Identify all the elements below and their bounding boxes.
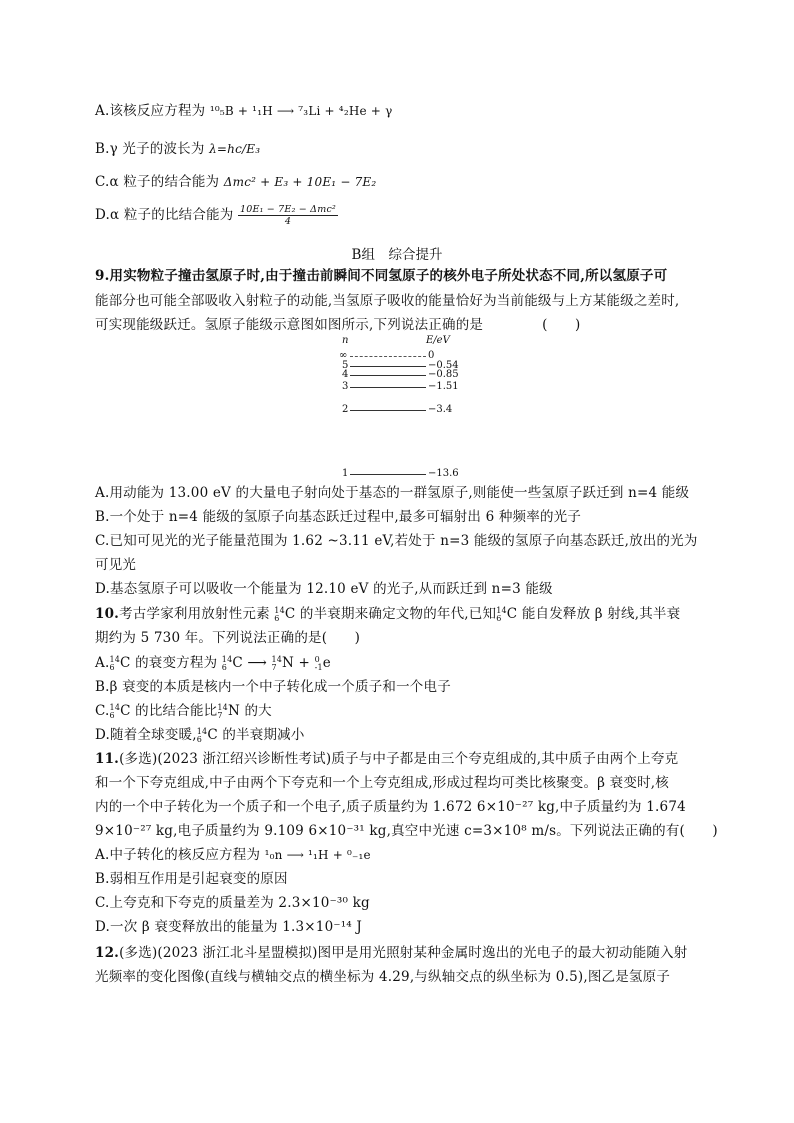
- q11-stem-line-2: 和一个下夸克组成,中子由两个下夸克和一个上夸克组成,形成过程均可类比核聚变。β 衰变时,核: [95, 775, 669, 791]
- q10-text: 考古学家利用放射性元素: [119, 606, 270, 622]
- level-energy-label: 0: [428, 350, 435, 361]
- energy-level-line: [350, 356, 426, 357]
- carbon-14-nuclide: [274, 607, 285, 623]
- q10-text: C 能自发释放 β 射线,其半衰: [506, 606, 681, 622]
- q9-stem-line-3: [95, 314, 705, 336]
- charge-number: 6: [109, 662, 115, 672]
- q9-option-d: D.基态氢原子可以吸收一个能量为 12.10 eV 的光子,从而跃迁到 n=3 能级: [95, 581, 553, 597]
- charge-number: 6: [196, 734, 203, 744]
- q11-option-d: D.一次 β 衰变释放出的能量为 1.3×10⁻¹⁴ J: [95, 919, 363, 935]
- question-number: 12.: [95, 945, 120, 961]
- charge-number: -1: [314, 662, 323, 672]
- q12-text: (多选)(2023 浙江北斗星盟模拟)图甲是用光照射某种金属时逸出的光电子的最大初动能随入射: [119, 945, 688, 961]
- mass-number: 14: [109, 702, 121, 712]
- q10-text: C 的半衰期减小: [207, 727, 305, 743]
- q9-option-c-line-2: 可见光: [95, 557, 137, 573]
- option-label: A.: [95, 655, 110, 671]
- option-label: C.: [95, 703, 110, 719]
- energy-level-diagram: [330, 334, 470, 484]
- mass-number: 14: [221, 654, 233, 664]
- q11-option-b: B.弱相互作用是引起衰变的原因: [95, 871, 288, 887]
- fraction-numerator: 10E₁ − 7E₂ − Δmc²: [239, 204, 336, 215]
- option-label: D.α 粒子的比结合能为: [95, 207, 234, 223]
- option-label: A.中子转化的核反应方程为: [95, 847, 261, 863]
- energy-level-line: [350, 387, 426, 388]
- charge-number: 6: [274, 613, 280, 623]
- carbon-14-nuclide: [222, 656, 233, 672]
- nitrogen-14-nuclide: [271, 656, 282, 672]
- level-energy-label: −13.6: [428, 468, 459, 479]
- q9-stem-line-1: [95, 265, 705, 287]
- q8-option-c: [95, 171, 705, 193]
- nitrogen-14-nuclide: [217, 704, 228, 720]
- level-energy-label: −1.51: [428, 381, 459, 392]
- charge-number: 6: [496, 613, 502, 623]
- question-number: 11.: [95, 751, 120, 767]
- section-title: B组 综合提升: [351, 247, 443, 263]
- answer-paren: ( ): [542, 317, 581, 333]
- q11-option-c: C.上夸克和下夸克的质量差为 2.3×10⁻³⁰ kg: [95, 895, 370, 911]
- q10-text: C 的半衰期来确定文物的年代,已知: [284, 606, 497, 622]
- option-label: A.该核反应方程为: [95, 103, 206, 119]
- charge-number: 6: [109, 710, 115, 720]
- level-n-label: 2: [342, 404, 349, 415]
- energy-level-line: [350, 410, 426, 411]
- q10-text: N 的大: [227, 703, 272, 719]
- neutron-decay-equation: ¹₀n ⟶ ¹₁H + ⁰₋₁e: [264, 848, 371, 862]
- q8-option-d: [95, 204, 705, 227]
- q10-option-d: [95, 724, 705, 746]
- carbon-14-nuclide: [109, 656, 120, 672]
- level-energy-label: −0.54: [428, 360, 459, 371]
- q9-text: 可实现能级跃迁。氢原子能级示意图如图所示,下列说法正确的是: [95, 317, 484, 333]
- level-n-label: 5: [342, 360, 349, 371]
- mass-number: 14: [271, 654, 283, 664]
- q8-option-a: [95, 100, 705, 122]
- mass-number: 0: [314, 654, 320, 664]
- binding-energy-formula: Δmc² + E₃ + 10E₁ − 7E₂: [223, 175, 377, 189]
- q11-stem-line-4: 9×10⁻²⁷ kg,电子质量约为 9.109 6×10⁻³¹ kg,真空中光速 c=3×10⁸ m/s。下列说法正确的有( ): [95, 823, 718, 839]
- option-label: D.随着全球变暖,: [95, 727, 197, 743]
- carbon-14-nuclide: [197, 728, 208, 744]
- option-label: C.α 粒子的结合能为: [95, 174, 220, 190]
- q9-option-b: B.一个处于 n=4 能级的氢原子向基态跃迁过程中,最多可辐射出 6 种频率的光子: [95, 509, 582, 525]
- charge-number: 7: [271, 662, 277, 672]
- q9-option-c-line-1: C.已知可见光的光子能量范围为 1.62 ~3.11 eV,若处于 n=3 能级的氢原子向基态跃迁,放出的光为: [95, 533, 698, 549]
- fraction-denominator: 4: [284, 216, 292, 227]
- energy-level-line: [350, 375, 426, 376]
- mass-number: 14: [496, 605, 507, 615]
- electron-symbol: [315, 656, 323, 672]
- charge-number: 6: [221, 662, 228, 672]
- q8-option-b: [95, 138, 705, 160]
- level-energy-label: −0.85: [428, 369, 459, 380]
- level-n-label: 3: [342, 381, 349, 392]
- wavelength-formula: λ=hc/E₃: [209, 142, 261, 156]
- q10-text: C 的衰变方程为: [120, 655, 218, 671]
- nuclear-equation: ¹⁰₅B + ¹₁H ⟶ ⁷₃Li + ⁴₂He + γ: [209, 104, 393, 118]
- q10-stem-line-2: 期约为 5 730 年。下列说法正确的是( ): [95, 630, 361, 646]
- q11-stem-line-3: 内的一个中子转化为一个质子和一个电子,质子质量约为 1.672 6×10⁻²⁷ kg,中子质量约为 1.674: [95, 799, 686, 815]
- mass-number: 14: [217, 702, 228, 712]
- level-n-label: ∞: [339, 350, 348, 361]
- q10-text: C 的比结合能比: [120, 703, 218, 719]
- mass-number: 14: [274, 605, 285, 615]
- q9-stem-line-2: 能部分也可能全部吸收入射粒子的动能,当氢原子吸收的能量恰好为当前能级与上方某能级之差时,: [95, 293, 680, 309]
- q12-stem-line-1: [95, 942, 705, 964]
- level-n-label: 1: [342, 468, 349, 479]
- q10-stem-line-1: [95, 603, 705, 625]
- energy-level-line: [350, 366, 426, 367]
- charge-number: 7: [217, 710, 223, 720]
- q10-option-a: A. 14 6 C 的衰变方程为 14 6 C ⟶ 14 7 N + 0 -1 e: [95, 654, 331, 672]
- option-label: B.γ 光子的波长为: [95, 141, 205, 157]
- q9-text: 9.用实物粒子撞击氢原子时,由于撞击前瞬间不同氢原子的核外电子所处状态不同,所以氢原子可: [95, 268, 668, 284]
- specific-binding-energy-fraction: [238, 204, 338, 227]
- energy-axis-label: E/eV: [426, 335, 450, 346]
- q11-stem-line-1: [95, 748, 705, 770]
- q9-option-a: A.用动能为 13.00 eV 的大量电子射向处于基态的一群氢原子,则能使一些氢原子跃迁到 n=4 能级: [95, 485, 690, 501]
- carbon-14-nuclide: [110, 704, 121, 720]
- carbon-14-nuclide: [496, 607, 507, 623]
- q11-option-a: [95, 844, 705, 866]
- mass-number: 14: [196, 726, 208, 736]
- energy-level-line: [350, 474, 426, 475]
- level-energy-label: −3.4: [428, 404, 453, 415]
- level-n-label: 4: [342, 369, 349, 380]
- q12-stem-line-2: 光频率的变化图像(直线与横轴交点的横坐标为 4.29,与纵轴交点的纵坐标为 0.5),图乙是氢原子: [95, 969, 671, 985]
- q10-option-b: B.β 衰变的本质是核内一个中子转化成一个质子和一个电子: [95, 679, 451, 695]
- n-axis-label: n: [342, 335, 349, 346]
- mass-number: 14: [109, 654, 121, 664]
- q10-option-c: [95, 700, 705, 722]
- q11-text: (多选)(2023 浙江绍兴诊断性考试)质子与中子都是由三个夸克组成的,其中质子由两个上夸克: [119, 751, 679, 767]
- question-number: 10.: [95, 606, 120, 622]
